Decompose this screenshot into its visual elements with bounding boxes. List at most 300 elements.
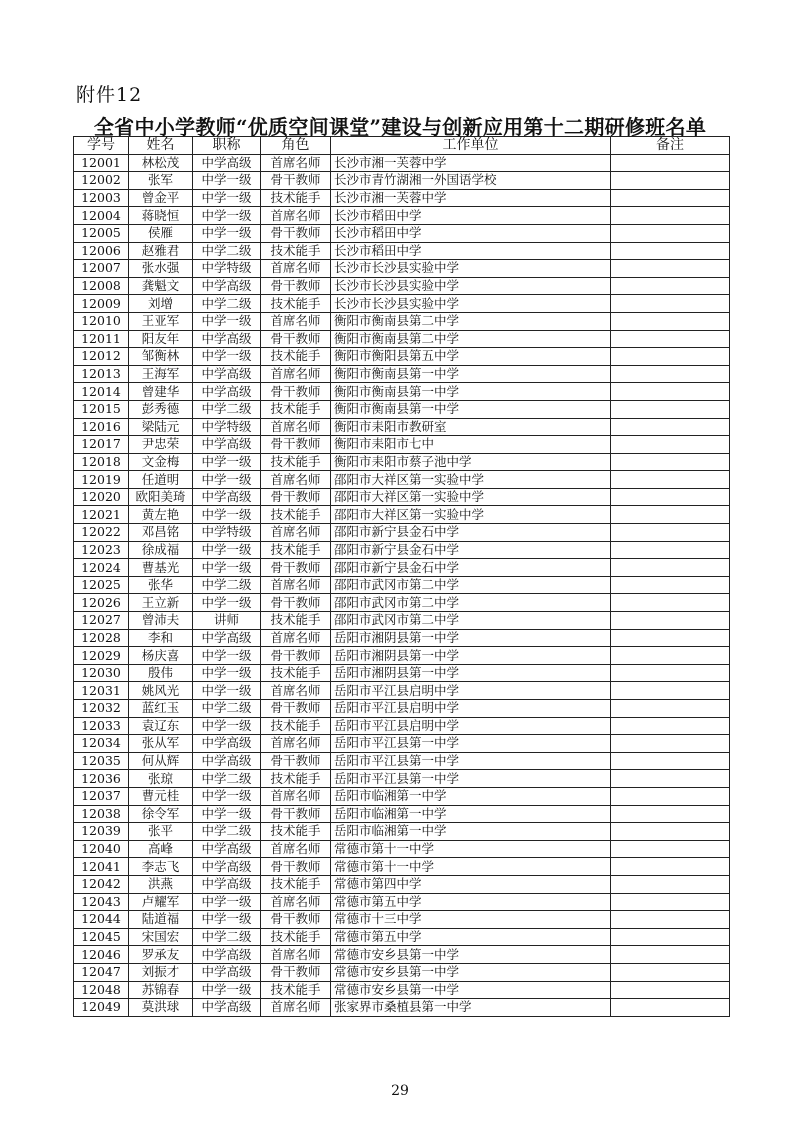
student-id-cell: 12039 [74,823,129,841]
role-cell: 首席名师 [261,576,331,594]
student-id-cell: 12020 [74,488,129,506]
table-row [74,172,730,190]
student-id-cell: 12038 [74,805,129,823]
title-cell: 中学高级 [193,840,261,858]
student-id-cell: 12016 [74,418,129,436]
remarks-cell [611,875,730,893]
role-cell: 骨干教师 [261,330,331,348]
work-unit-cell: 常德市第四中学 [331,875,611,893]
role-cell: 技术能手 [261,717,331,735]
header-title: 职称 [193,137,261,155]
table-row [74,541,730,559]
work-unit-cell: 长沙市青竹湖湘一外国语学校 [331,172,611,190]
student-id-cell: 12047 [74,963,129,981]
table-row [74,875,730,893]
role-cell: 技术能手 [261,400,331,418]
student-id-cell: 12031 [74,682,129,700]
name-cell: 徐令军 [129,805,193,823]
title-cell: 中学高级 [193,875,261,893]
work-unit-cell: 岳阳市湘阴县第一中学 [331,629,611,647]
table-row [74,312,730,330]
remarks-cell [611,541,730,559]
work-unit-cell: 长沙市湘一芙蓉中学 [331,154,611,172]
name-cell: 莫洪球 [129,999,193,1017]
work-unit-cell: 岳阳市湘阴县第一中学 [331,647,611,665]
work-unit-cell: 岳阳市平江县第一中学 [331,735,611,753]
work-unit-cell: 邵阳市武冈市第二中学 [331,576,611,594]
role-cell: 骨干教师 [261,224,331,242]
title-cell: 中学一级 [193,541,261,559]
table-row [74,612,730,630]
work-unit-cell: 长沙市稻田中学 [331,224,611,242]
student-id-cell: 12001 [74,154,129,172]
role-cell: 首席名师 [261,365,331,383]
student-id-cell: 12036 [74,770,129,788]
name-cell: 李志飞 [129,858,193,876]
table-row [74,400,730,418]
name-cell: 阳友年 [129,330,193,348]
name-cell: 侯雁 [129,224,193,242]
role-cell: 骨干教师 [261,858,331,876]
remarks-cell [611,752,730,770]
table-row [74,999,730,1017]
work-unit-cell: 岳阳市平江县第一中学 [331,752,611,770]
remarks-cell [611,365,730,383]
title-cell: 中学一级 [193,664,261,682]
role-cell: 技术能手 [261,981,331,999]
title-cell: 中学高级 [193,946,261,964]
name-cell: 卢耀军 [129,893,193,911]
table-row [74,805,730,823]
role-cell: 技术能手 [261,664,331,682]
work-unit-cell: 邵阳市新宁县金石中学 [331,541,611,559]
name-cell: 梁陆元 [129,418,193,436]
work-unit-cell: 岳阳市临湘第一中学 [331,823,611,841]
name-cell: 苏锦春 [129,981,193,999]
name-cell: 尹忠荣 [129,436,193,454]
student-id-cell: 12029 [74,647,129,665]
student-id-cell: 12010 [74,312,129,330]
work-unit-cell: 常德市第五中学 [331,893,611,911]
role-cell: 首席名师 [261,946,331,964]
work-unit-cell: 常德市第十一中学 [331,840,611,858]
work-unit-cell: 张家界市桑植县第一中学 [331,999,611,1017]
work-unit-cell: 长沙市稻田中学 [331,242,611,260]
remarks-cell [611,787,730,805]
name-cell: 林松茂 [129,154,193,172]
role-cell: 首席名师 [261,735,331,753]
table-row [74,594,730,612]
student-id-cell: 12004 [74,207,129,225]
table-row [74,752,730,770]
work-unit-cell: 邵阳市武冈市第二中学 [331,594,611,612]
work-unit-cell: 岳阳市平江县第一中学 [331,770,611,788]
remarks-cell [611,154,730,172]
role-cell: 骨干教师 [261,752,331,770]
title-cell: 中学高级 [193,488,261,506]
title-cell: 中学特级 [193,260,261,278]
remarks-cell [611,700,730,718]
role-cell: 技术能手 [261,506,331,524]
table-row [74,946,730,964]
student-id-cell: 12003 [74,189,129,207]
table-body [74,154,730,1016]
remarks-cell [611,717,730,735]
title-cell: 中学高级 [193,383,261,401]
table-row [74,735,730,753]
attachment-label: 附件12 [76,84,143,106]
table-row [74,576,730,594]
work-unit-cell: 衡阳市衡南县第一中学 [331,383,611,401]
name-cell: 龚魁文 [129,277,193,295]
remarks-cell [611,999,730,1017]
student-id-cell: 12011 [74,330,129,348]
remarks-cell [611,471,730,489]
name-cell: 王立新 [129,594,193,612]
work-unit-cell: 衡阳市衡南县第一中学 [331,365,611,383]
work-unit-cell: 长沙市长沙县实验中学 [331,260,611,278]
title-cell: 中学一级 [193,682,261,700]
work-unit-cell: 岳阳市平江县启明中学 [331,717,611,735]
work-unit-cell: 衡阳市耒阳市蔡子池中学 [331,453,611,471]
title-cell: 中学高级 [193,154,261,172]
title-cell: 中学一级 [193,647,261,665]
remarks-cell [611,840,730,858]
title-cell: 中学二级 [193,928,261,946]
role-cell: 技术能手 [261,770,331,788]
table-row [74,506,730,524]
remarks-cell [611,312,730,330]
header-remarks: 备注 [611,137,730,155]
name-cell: 张琼 [129,770,193,788]
remarks-cell [611,981,730,999]
student-id-cell: 12018 [74,453,129,471]
page-number: 29 [391,1083,409,1099]
work-unit-cell: 衡阳市衡南县第二中学 [331,330,611,348]
name-cell: 高峰 [129,840,193,858]
header-work-unit: 工作单位 [331,137,611,155]
table-row [74,207,730,225]
name-cell: 杨庆喜 [129,647,193,665]
role-cell: 骨干教师 [261,594,331,612]
title-cell: 中学一级 [193,471,261,489]
table-row [74,787,730,805]
remarks-cell [611,576,730,594]
student-id-cell: 12008 [74,277,129,295]
title-cell: 中学二级 [193,700,261,718]
remarks-cell [611,453,730,471]
student-id-cell: 12033 [74,717,129,735]
student-id-cell: 12002 [74,172,129,190]
remarks-cell [611,400,730,418]
table-row [74,700,730,718]
table-row [74,277,730,295]
table-row [74,154,730,172]
title-cell: 中学一级 [193,189,261,207]
work-unit-cell: 常德市安乡县第一中学 [331,981,611,999]
name-cell: 邓昌铭 [129,524,193,542]
work-unit-cell: 岳阳市临湘第一中学 [331,787,611,805]
header-student-id: 学号 [74,137,129,155]
table-row [74,436,730,454]
table-row [74,664,730,682]
student-id-cell: 12024 [74,559,129,577]
name-cell: 黄左艳 [129,506,193,524]
work-unit-cell: 岳阳市平江县启明中学 [331,682,611,700]
work-unit-cell: 衡阳市耒阳市教研室 [331,418,611,436]
table-header-row [74,137,730,155]
role-cell: 技术能手 [261,928,331,946]
role-cell: 技术能手 [261,823,331,841]
work-unit-cell: 衡阳市衡阳县第五中学 [331,348,611,366]
table-row [74,295,730,313]
table-row [74,629,730,647]
remarks-cell [611,488,730,506]
table-row [74,189,730,207]
role-cell: 骨干教师 [261,805,331,823]
title-cell: 中学二级 [193,242,261,260]
table-row [74,770,730,788]
role-cell: 首席名师 [261,260,331,278]
table-row [74,242,730,260]
work-unit-cell: 衡阳市衡南县第一中学 [331,400,611,418]
table-row [74,330,730,348]
title-cell: 中学一级 [193,348,261,366]
title-cell: 中学二级 [193,770,261,788]
remarks-cell [611,224,730,242]
remarks-cell [611,963,730,981]
remarks-cell [611,858,730,876]
role-cell: 技术能手 [261,189,331,207]
role-cell: 骨干教师 [261,172,331,190]
table-row [74,717,730,735]
student-id-cell: 12025 [74,576,129,594]
role-cell: 首席名师 [261,629,331,647]
remarks-cell [611,330,730,348]
title-cell: 中学一级 [193,717,261,735]
student-id-cell: 12007 [74,260,129,278]
title-cell: 中学高级 [193,752,261,770]
name-cell: 刘振才 [129,963,193,981]
title-cell: 中学一级 [193,787,261,805]
student-id-cell: 12048 [74,981,129,999]
name-cell: 陆道福 [129,911,193,929]
name-cell: 殷伟 [129,664,193,682]
student-id-cell: 12037 [74,787,129,805]
work-unit-cell: 常德市第五中学 [331,928,611,946]
role-cell: 首席名师 [261,999,331,1017]
table-row [74,647,730,665]
role-cell: 技术能手 [261,453,331,471]
name-cell: 曹基光 [129,559,193,577]
remarks-cell [611,823,730,841]
title-cell: 中学一级 [193,172,261,190]
title-cell: 中学特级 [193,418,261,436]
name-cell: 欧阳美琦 [129,488,193,506]
title-cell: 中学一级 [193,893,261,911]
role-cell: 首席名师 [261,154,331,172]
name-cell: 王海军 [129,365,193,383]
remarks-cell [611,594,730,612]
role-cell: 骨干教师 [261,963,331,981]
remarks-cell [611,277,730,295]
table-row [74,418,730,436]
title-cell: 中学高级 [193,735,261,753]
remarks-cell [611,295,730,313]
table-row [74,858,730,876]
remarks-cell [611,189,730,207]
role-cell: 首席名师 [261,312,331,330]
work-unit-cell: 邵阳市武冈市第二中学 [331,612,611,630]
header-role: 角色 [261,137,331,155]
remarks-cell [611,629,730,647]
remarks-cell [611,348,730,366]
table-row [74,682,730,700]
remarks-cell [611,383,730,401]
name-cell: 赵雅君 [129,242,193,260]
student-id-cell: 12006 [74,242,129,260]
title-cell: 中学一级 [193,312,261,330]
student-id-cell: 12034 [74,735,129,753]
name-cell: 文金梅 [129,453,193,471]
header-name: 姓名 [129,137,193,155]
name-cell: 罗承友 [129,946,193,964]
work-unit-cell: 邵阳市大祥区第一实验中学 [331,506,611,524]
remarks-cell [611,207,730,225]
student-id-cell: 12028 [74,629,129,647]
title-cell: 讲师 [193,612,261,630]
role-cell: 骨干教师 [261,277,331,295]
remarks-cell [611,805,730,823]
title-cell: 中学一级 [193,981,261,999]
role-cell: 骨干教师 [261,559,331,577]
title-cell: 中学一级 [193,559,261,577]
student-id-cell: 12030 [74,664,129,682]
title-cell: 中学高级 [193,629,261,647]
remarks-cell [611,928,730,946]
table-row [74,928,730,946]
work-unit-cell: 长沙市稻田中学 [331,207,611,225]
table-row [74,383,730,401]
table-row [74,453,730,471]
remarks-cell [611,647,730,665]
student-id-cell: 12043 [74,893,129,911]
student-id-cell: 12014 [74,383,129,401]
work-unit-cell: 长沙市长沙县实验中学 [331,277,611,295]
work-unit-cell: 岳阳市湘阴县第一中学 [331,664,611,682]
work-unit-cell: 邵阳市新宁县金石中学 [331,524,611,542]
role-cell: 骨干教师 [261,647,331,665]
work-unit-cell: 常德市十三中学 [331,911,611,929]
work-unit-cell: 岳阳市平江县启明中学 [331,700,611,718]
work-unit-cell: 长沙市湘一芙蓉中学 [331,189,611,207]
student-id-cell: 12005 [74,224,129,242]
student-id-cell: 12041 [74,858,129,876]
table-row [74,840,730,858]
table-row [74,365,730,383]
role-cell: 骨干教师 [261,488,331,506]
name-cell: 曾金平 [129,189,193,207]
student-id-cell: 12035 [74,752,129,770]
student-id-cell: 12012 [74,348,129,366]
name-cell: 张从军 [129,735,193,753]
remarks-cell [611,612,730,630]
role-cell: 首席名师 [261,840,331,858]
name-cell: 刘增 [129,295,193,313]
work-unit-cell: 长沙市长沙县实验中学 [331,295,611,313]
name-cell: 王亚军 [129,312,193,330]
student-id-cell: 12026 [74,594,129,612]
name-cell: 何从辉 [129,752,193,770]
student-id-cell: 12032 [74,700,129,718]
role-cell: 技术能手 [261,242,331,260]
title-cell: 中学高级 [193,858,261,876]
table-row [74,348,730,366]
name-cell: 张平 [129,823,193,841]
student-id-cell: 12019 [74,471,129,489]
remarks-cell [611,242,730,260]
title-cell: 中学特级 [193,524,261,542]
title-cell: 中学二级 [193,400,261,418]
remarks-cell [611,524,730,542]
name-cell: 蒋晓恒 [129,207,193,225]
role-cell: 骨干教师 [261,911,331,929]
role-cell: 骨干教师 [261,700,331,718]
title-cell: 中学一级 [193,224,261,242]
role-cell: 首席名师 [261,682,331,700]
student-id-cell: 12045 [74,928,129,946]
role-cell: 骨干教师 [261,436,331,454]
student-id-cell: 12015 [74,400,129,418]
remarks-cell [611,735,730,753]
title-cell: 中学高级 [193,436,261,454]
table-row [74,893,730,911]
work-unit-cell: 邵阳市大祥区第一实验中学 [331,488,611,506]
remarks-cell [611,418,730,436]
name-cell: 张军 [129,172,193,190]
title-cell: 中学一级 [193,453,261,471]
title-cell: 中学二级 [193,823,261,841]
remarks-cell [611,172,730,190]
remarks-cell [611,946,730,964]
title-cell: 中学高级 [193,330,261,348]
table-row [74,524,730,542]
title-cell: 中学二级 [193,295,261,313]
work-unit-cell: 常德市安乡县第一中学 [331,946,611,964]
remarks-cell [611,664,730,682]
name-cell: 邹衡林 [129,348,193,366]
student-id-cell: 12027 [74,612,129,630]
table-row [74,963,730,981]
table-row [74,260,730,278]
roster-table [73,136,730,1017]
remarks-cell [611,893,730,911]
student-id-cell: 12009 [74,295,129,313]
role-cell: 首席名师 [261,207,331,225]
table-row [74,559,730,577]
table-row [74,471,730,489]
work-unit-cell: 衡阳市衡南县第二中学 [331,312,611,330]
role-cell: 技术能手 [261,541,331,559]
role-cell: 首席名师 [261,787,331,805]
name-cell: 曹元桂 [129,787,193,805]
student-id-cell: 12042 [74,875,129,893]
remarks-cell [611,682,730,700]
name-cell: 徐成福 [129,541,193,559]
remarks-cell [611,559,730,577]
name-cell: 彭秀德 [129,400,193,418]
title-cell: 中学一级 [193,207,261,225]
